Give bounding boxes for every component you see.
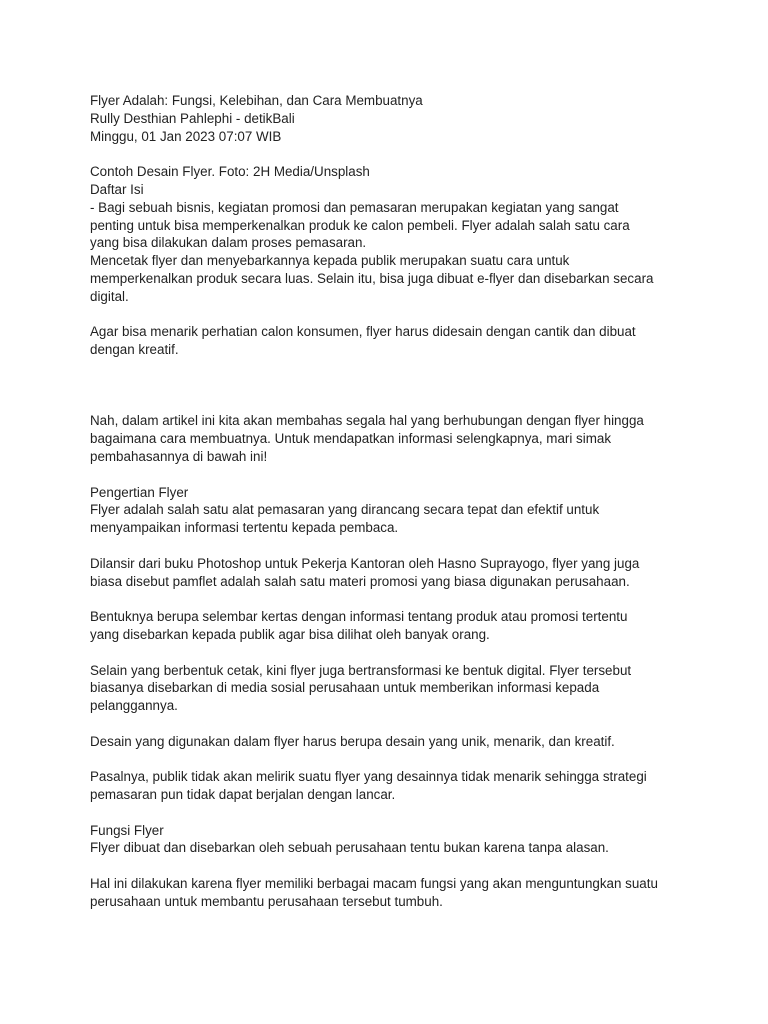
image-caption: Contoh Desain Flyer. Foto: 2H Media/Unsplash [90, 164, 370, 180]
body-text-line: dengan kreatif. [90, 342, 179, 358]
paragraph-gap [90, 750, 690, 768]
article-author: Rully Desthian Pahlephi - detikBali [90, 110, 295, 126]
paragraph-gap [90, 804, 690, 822]
body-text-line: Selain yang berbentuk cetak, kini flyer juga bertransformasi ke bentuk digital. Flyer tersebut [90, 662, 632, 678]
paragraph-gap [90, 537, 690, 555]
paragraph-gap [90, 644, 690, 662]
body-text-line: Flyer dibuat dan disebarkan oleh sebuah perusahaan tentu bukan karena tanpa alasan. [90, 840, 609, 856]
paragraph-gap [90, 306, 690, 324]
body-text-line: Pasalnya, publik tidak akan melirik suatu flyer yang desainnya tidak menarik sehingga strategi [90, 769, 647, 785]
body-text-line: biasanya disebarkan di media sosial perusahaan untuk memberikan informasi kepada [90, 680, 600, 696]
body-text-line: perusahaan untuk membantu perusahaan tersebut tumbuh. [90, 893, 443, 909]
body-text-line: penting untuk bisa memperkenalkan produk ke calon pembeli. Flyer adalah salah satu cara [90, 217, 630, 233]
body-text-line: Agar bisa menarik perhatian calon konsumen, flyer harus didesain dengan cantik dan dibuat [90, 324, 636, 340]
body-text-line: yang bisa dilakukan dalam proses pemasaran. [90, 235, 367, 251]
body-text-line: pembahasannya di bawah ini! [90, 448, 268, 464]
body-text-line: pelanggannya. [90, 698, 178, 714]
large-gap [90, 359, 690, 412]
paragraph-gap [90, 145, 690, 163]
paragraph-gap [90, 590, 690, 608]
article-date: Minggu, 01 Jan 2023 07:07 WIB [90, 128, 282, 144]
body-text-line: memperkenalkan produk secara luas. Selain itu, bisa juga dibuat e-flyer dan disebarkan secara [90, 270, 654, 286]
body-text-line: Bentuknya berupa selembar kertas dengan informasi tentang produk atau promosi tertentu [90, 609, 628, 625]
body-text-line: Flyer adalah salah satu alat pemasaran yang dirancang secara tepat dan efektif untuk [90, 502, 600, 518]
body-text-line: digital. [90, 288, 129, 304]
body-text-line: Mencetak flyer dan menyebarkannya kepada publik merupakan suatu cara untuk [90, 253, 570, 269]
body-text-line: - Bagi sebuah bisnis, kegiatan promosi dan pemasaran merupakan kegiatan yang sangat [90, 199, 619, 215]
body-text-line: Hal ini dilakukan karena flyer memiliki berbagai macam fungsi yang akan menguntungkan suatu [90, 876, 658, 892]
paragraph-gap [90, 466, 690, 484]
body-text-line: Dilansir dari buku Photoshop untuk Pekerja Kantoran oleh Hasno Suprayogo, flyer yang juga [90, 555, 640, 571]
table-of-contents-label: Daftar Isi [90, 181, 144, 197]
body-text-line: bagaimana cara membuatnya. Untuk mendapatkan informasi selengkapnya, mari simak [90, 431, 612, 447]
body-text-line: menyampaikan informasi tertentu kepada pembaca. [90, 520, 399, 536]
section-heading: Fungsi Flyer [90, 822, 164, 838]
document-page [90, 92, 690, 911]
section-heading: Pengertian Flyer [90, 484, 189, 500]
body-text-line: Nah, dalam artikel ini kita akan membahas segala hal yang berhubungan dengan flyer hingga [90, 413, 644, 429]
body-text-line: Desain yang digunakan dalam flyer harus berupa desain yang unik, menarik, dan kreatif. [90, 733, 615, 749]
paragraph-gap [90, 715, 690, 733]
body-text-line: yang disebarkan kepada publik agar bisa dilihat oleh banyak orang. [90, 626, 490, 642]
paragraph-gap [90, 857, 690, 875]
body-text-line: biasa disebut pamflet adalah salah satu materi promosi yang biasa digunakan perusahaan. [90, 573, 630, 589]
body-text-line: pemasaran pun tidak dapat berjalan dengan lancar. [90, 787, 396, 803]
article-title: Flyer Adalah: Fungsi, Kelebihan, dan Cara Membuatnya [90, 93, 423, 108]
